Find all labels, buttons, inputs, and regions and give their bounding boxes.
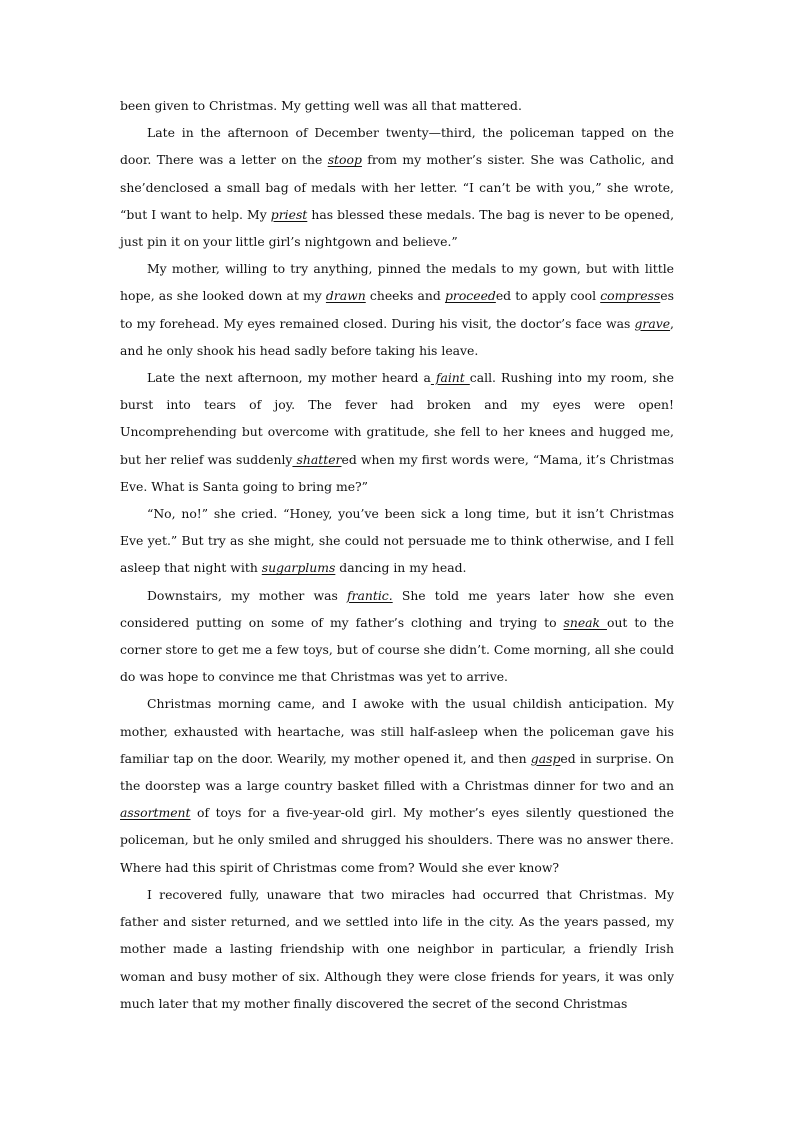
paragraph xyxy=(120,690,674,880)
text-run: ed when my first words were, “Mama, it’s Christmas Eve. What is Santa going to bring me?” xyxy=(120,451,674,494)
paragraph xyxy=(120,92,674,119)
underlined-vocabulary-word: compress xyxy=(600,288,661,304)
text-run: , and he only shook his head sadly before taking his leave. xyxy=(120,315,674,358)
underlined-vocabulary-word: drawn xyxy=(325,288,366,304)
underlined-vocabulary-word: priest xyxy=(270,206,308,222)
text-run: dancing in my head. xyxy=(335,560,467,576)
underlined-vocabulary-word: sugarplums xyxy=(261,560,336,576)
text-run: ed in surprise. On the doorstep was a large country basket filled with a Christmas dinner for two and an xyxy=(120,750,674,794)
text-run: been given to Christmas. My getting well was all that mattered. xyxy=(120,98,522,113)
paragraph xyxy=(120,119,674,255)
underlined-vocabulary-word: frantic. xyxy=(346,587,393,603)
underlined-vocabulary-word: stoop xyxy=(327,152,362,168)
paragraph xyxy=(120,881,674,1017)
underlined-vocabulary-word: gasp xyxy=(530,750,561,766)
text-run: ed to apply cool xyxy=(495,288,601,304)
underlined-vocabulary-word: shatter xyxy=(292,451,342,467)
text-run: call. Rushing into my room, she burst into tears of joy. The fever had broken and my eyes were open! Uncomprehending but overcome with gratitude, she fell to her knees and hugged me, but her relief was suddenly xyxy=(120,370,674,467)
text-run: “No, no!” she cried. “Honey, you’ve been sick a long time, but it isn’t Christmas Eve yet.” But try as she might, she could not persuade me to think otherwise, and I fell asleep that night with xyxy=(120,506,674,576)
text-run: Late the next afternoon, my mother heard a xyxy=(147,370,431,386)
underlined-vocabulary-word: faint xyxy=(430,370,470,386)
text-run: from my mother’s sister. She was Catholic, and she’denclosed a small bag of medals with her letter. “I can’t be with you,” she wrote, “but I want to help. My xyxy=(120,152,674,222)
text-run: Christmas morning came, and I awoke with the usual childish anticipation. My mother, exhausted with heartache, was still half-asleep when the policeman gave his familiar tap on the door. Wearily, my mother opened it, and then xyxy=(120,696,674,766)
underlined-vocabulary-word: grave xyxy=(634,315,671,331)
text-run: Late in the afternoon of December twenty—third, the policeman tapped on the door. There was a letter on the xyxy=(120,125,674,168)
underlined-vocabulary-word: proceed xyxy=(444,288,496,304)
text-run: of toys for a five-year-old girl. My mother’s eyes silently questioned the policeman, but he only smiled and shrugged his shoulders. There was no answer there. Where had this spirit of Christmas come from? Would she ever know? xyxy=(120,805,674,875)
text-run: cheeks and xyxy=(365,288,445,304)
paragraph xyxy=(120,255,674,364)
text-run: has blessed these medals. The bag is never to be opened, just pin it on your little girl’s nightgown and believe.” xyxy=(120,206,675,250)
underlined-vocabulary-word: assortment xyxy=(120,805,191,821)
text-run: My mother, willing to try anything, pinned the medals to my gown, but with little hope, as she looked down at my xyxy=(120,261,674,304)
paragraph xyxy=(120,364,674,500)
paragraph xyxy=(120,500,674,582)
text-run: She told me years later how she even considered putting on some of my father’s clothing and trying to xyxy=(120,587,674,630)
document-body xyxy=(120,92,674,1017)
underlined-vocabulary-word: sneak xyxy=(563,614,607,630)
text-run: out to the corner store to get me a few toys, but of course she didn’t. Come morning, all she could do was hope to convince me that Christmas was yet to arrive. xyxy=(120,614,674,685)
paragraph xyxy=(120,582,674,691)
text-run: I recovered fully, unaware that two miracles had occurred that Christmas. My father and sister returned, and we settled into life in the city. As the years passed, my mother made a lasting friendship with one neighbor in particular, a friendly Irish woman and busy mother of six. Although they were close friends for years, it was only much later that my mother finally discovered the secret of the second Christmas xyxy=(120,886,674,1011)
text-run: Downstairs, my mother was xyxy=(147,587,347,603)
text-run: es to my forehead. My eyes remained closed. During his visit, the doctor’s face was xyxy=(120,288,674,331)
